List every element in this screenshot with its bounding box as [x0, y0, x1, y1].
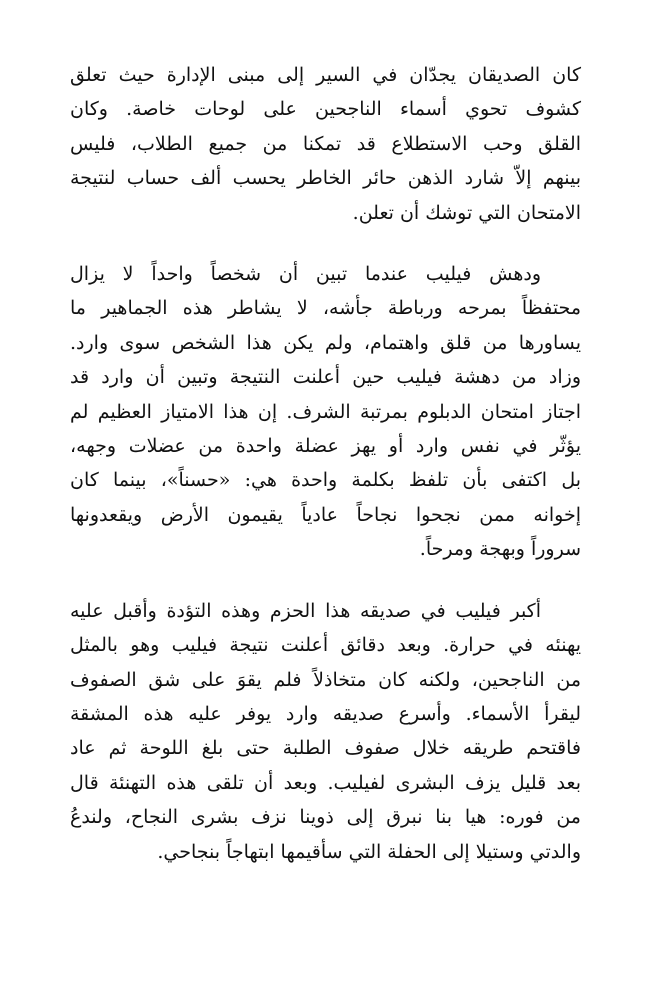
paragraph-3 [70, 594, 581, 869]
text-line: ليقرأ الأسماء. وأسرع صديقه وارد يوفر عليه هذه المشقة [70, 702, 581, 725]
text-line: والدتي وستيلا إلى الحفلة التي سأقيمها ابتهاجاً بنجاحي. [157, 840, 581, 863]
text-line: بينهم إلاّ شارد الذهن حائر الخاطر يحسب ألف حساب لنتيجة [70, 167, 581, 190]
text-line: محتفظاً بمرحه ورباطة جأشه، لا يشاطر هذه الجماهير ما [70, 297, 581, 320]
text-line: يهنئه في حرارة. وبعد دقائق أعلنت نتيجة فيليب وهو بالمثل [70, 634, 581, 657]
text-line: القلق وحب الاستطلاع قد تمكنا من جميع الطلاب، فليس [70, 132, 581, 155]
text-line: بل اكتفى بأن تلفظ بكلمة واحدة هي: «حسناً»، بينما كان [70, 469, 581, 492]
paragraph-spacer [70, 230, 581, 257]
text-line: سروراً وبهجة ومرحاً. [419, 538, 581, 561]
text-line: فاقتحم طريقه خلال صفوف الطلبة حتى بلغ اللوحة ثم عاد [70, 737, 581, 760]
text-line: وزاد من دهشة فيليب حين أعلنت النتيجة وتبين أن وارد قد [70, 366, 581, 389]
text-line: ودهش فيليب عندما تبين أن شخصاً واحداً لا يزال [70, 263, 541, 286]
text-line: إخوانه ممن نجحوا نجاحاً عادياً يقيمون الأرض ويقعدونها [70, 503, 581, 526]
paragraph-1 [70, 58, 581, 230]
text-line: من فوره: هيا بنا نبرق إلى ذوينا نزف بشرى النجاح، ولندعُ [70, 806, 581, 829]
paragraph-spacer [70, 567, 581, 594]
text-line: يؤثّر في نفس وارد أو يهز عضلة واحدة من عضلات وجهه، [70, 435, 581, 458]
text-line: أكبر فيليب في صديقه هذا الحزم وهذه التؤدة وأقبل عليه [70, 599, 541, 622]
text-line: كشوف تحوي أسماء الناجحين على لوحات خاصة. وكان [70, 98, 581, 121]
text-line: الامتحان التي توشك أن تعلن. [352, 201, 581, 224]
text-line: بعد قليل يزف البشرى لفيليب. وبعد أن تلقى هذه التهنئة قال [70, 771, 581, 794]
paragraph-2 [70, 257, 581, 567]
text-line: من الناجحين، ولكنه كان متخاذلاً فلم يقوَ على شق الصفوف [70, 668, 581, 691]
text-line: كان الصديقان يجدّان في السير إلى مبنى الإدارة حيث تعلق [70, 64, 581, 86]
text-line: اجتاز امتحان الدبلوم بمرتبة الشرف. إن هذا الامتياز العظيم لم [70, 400, 581, 423]
text-line: يساورها من قلق واهتمام، ولم يكن هذا الشخص سوى وارد. [70, 331, 581, 354]
